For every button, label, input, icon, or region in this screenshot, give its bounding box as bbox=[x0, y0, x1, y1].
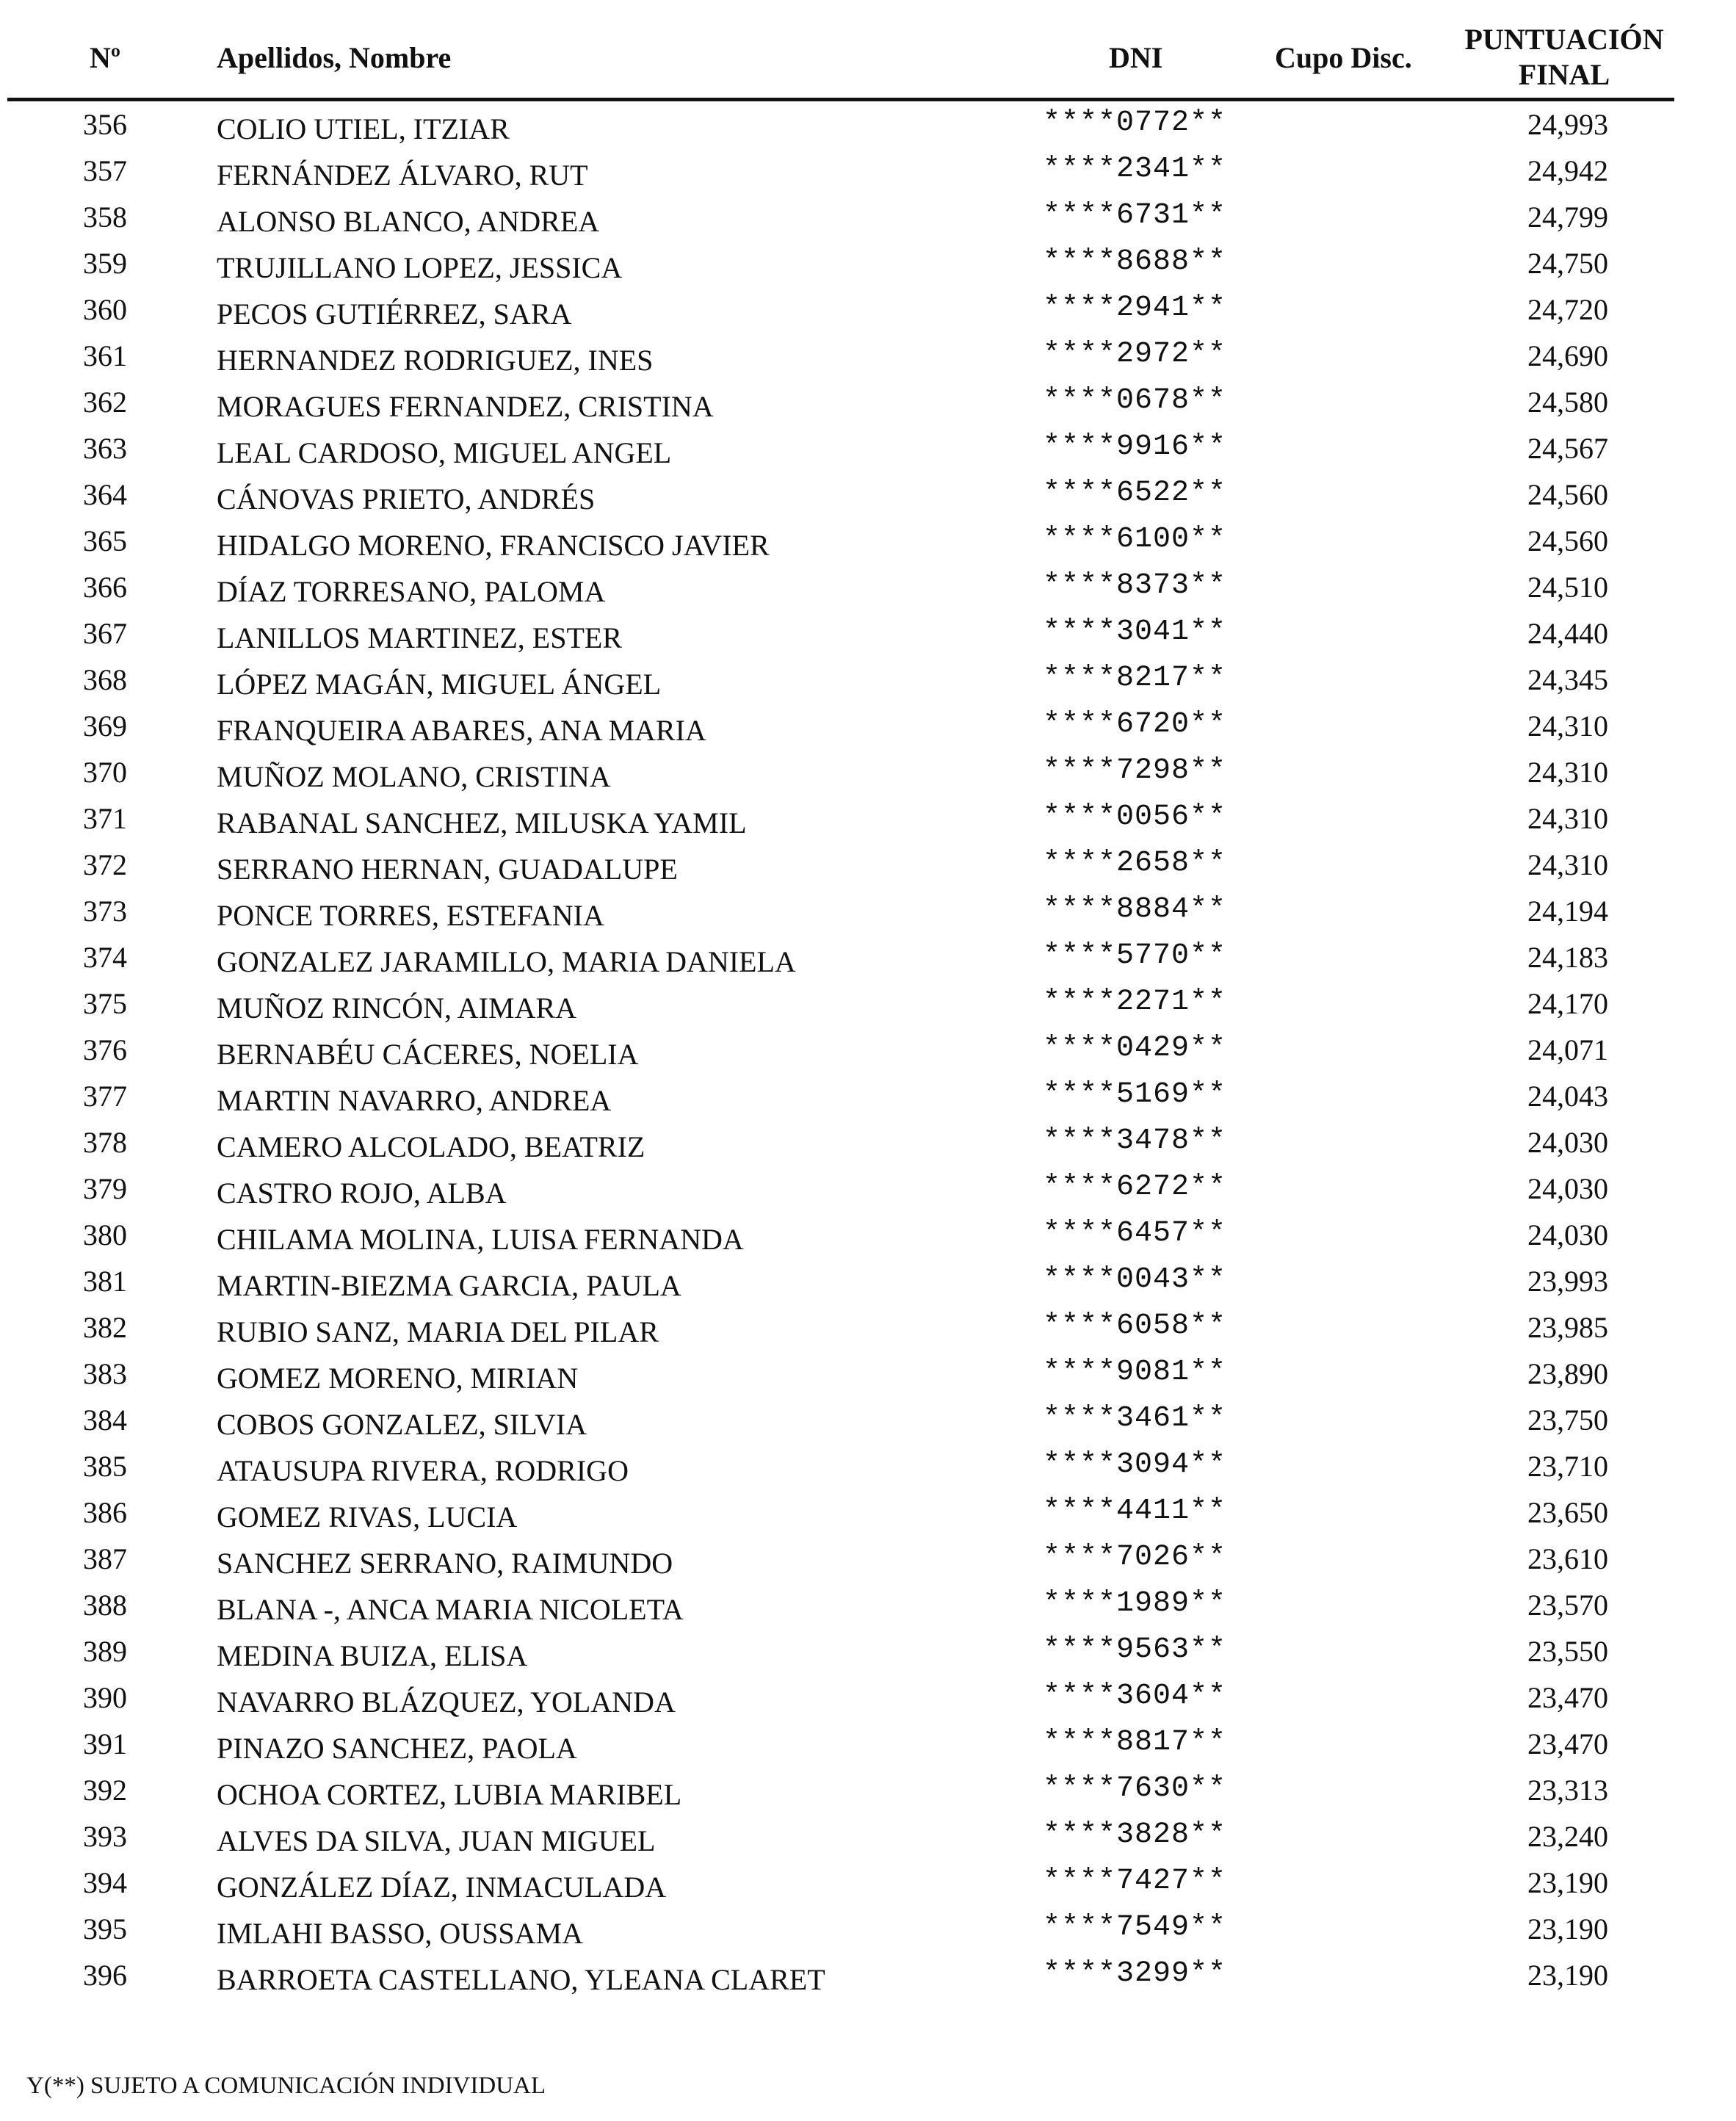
row-score: 24,560 bbox=[1527, 478, 1608, 511]
row-score: 24,942 bbox=[1527, 154, 1608, 187]
row-number: 373 bbox=[83, 895, 127, 928]
footnote: Y(**) SUJETO A COMUNICACIÓN INDIVIDUAL bbox=[26, 2073, 546, 2099]
row-name: HERNANDEZ RODRIGUEZ, INES bbox=[217, 344, 654, 377]
row-name: BARROETA CASTELLANO, YLEANA CLARET bbox=[217, 1963, 825, 1996]
row-name: GONZALEZ JARAMILLO, MARIA DANIELA bbox=[217, 945, 796, 978]
row-name: ATAUSUPA RIVERA, RODRIGO bbox=[217, 1454, 629, 1487]
row-score: 23,650 bbox=[1527, 1496, 1608, 1529]
row-score: 23,993 bbox=[1527, 1265, 1608, 1298]
row-number: 382 bbox=[83, 1311, 127, 1344]
row-number: 357 bbox=[83, 154, 127, 187]
row-dni: ****7026** bbox=[1043, 1541, 1227, 1574]
row-name: MUÑOZ RINCÓN, AIMARA bbox=[217, 991, 577, 1025]
row-name: PONCE TORRES, ESTEFANIA bbox=[217, 899, 604, 932]
row-name: HIDALGO MORENO, FRANCISCO JAVIER bbox=[217, 529, 770, 562]
row-score: 24,560 bbox=[1527, 524, 1608, 557]
row-score: 24,030 bbox=[1527, 1218, 1608, 1251]
row-number: 381 bbox=[83, 1265, 127, 1298]
row-score: 23,190 bbox=[1527, 1959, 1608, 1992]
table-row bbox=[0, 1448, 1736, 1495]
row-number: 394 bbox=[83, 1866, 127, 1899]
row-score: 24,043 bbox=[1527, 1080, 1608, 1113]
row-number: 366 bbox=[83, 571, 127, 604]
row-number: 383 bbox=[83, 1357, 127, 1390]
row-score: 24,170 bbox=[1527, 987, 1608, 1020]
table-row bbox=[0, 292, 1736, 338]
table-row bbox=[0, 1356, 1736, 1402]
row-number: 371 bbox=[83, 802, 127, 835]
table-row bbox=[0, 338, 1736, 384]
table-row bbox=[0, 477, 1736, 523]
row-number: 378 bbox=[83, 1126, 127, 1159]
table-row bbox=[0, 847, 1736, 893]
row-name: IMLAHI BASSO, OUSSAMA bbox=[217, 1917, 583, 1950]
row-dni: ****0772** bbox=[1043, 106, 1227, 140]
row-dni: ****0043** bbox=[1043, 1263, 1227, 1296]
row-number: 392 bbox=[83, 1774, 127, 1807]
row-score: 23,570 bbox=[1527, 1589, 1608, 1622]
header-cupo-disc: Cupo Disc. bbox=[1275, 41, 1412, 74]
header-puntuacion-line1: PUNTUACIÓN bbox=[1464, 23, 1664, 56]
row-name: COBOS GONZALEZ, SILVIA bbox=[217, 1408, 587, 1441]
row-dni: ****6100** bbox=[1043, 523, 1227, 556]
row-dni: ****5169** bbox=[1043, 1078, 1227, 1111]
row-score: 24,580 bbox=[1527, 386, 1608, 419]
row-number: 395 bbox=[83, 1912, 127, 1945]
table-row bbox=[0, 754, 1736, 801]
row-number: 369 bbox=[83, 709, 127, 742]
row-number: 376 bbox=[83, 1033, 127, 1066]
table-row bbox=[0, 1171, 1736, 1217]
table-row bbox=[0, 430, 1736, 477]
row-number: 358 bbox=[83, 200, 127, 234]
row-score: 23,470 bbox=[1527, 1727, 1608, 1760]
row-score: 24,440 bbox=[1527, 617, 1608, 650]
row-dni: ****6731** bbox=[1043, 199, 1227, 232]
row-score: 24,567 bbox=[1527, 432, 1608, 465]
table-row bbox=[0, 1911, 1736, 1957]
table-row bbox=[0, 1402, 1736, 1448]
row-score: 24,993 bbox=[1527, 108, 1608, 141]
row-name: OCHOA CORTEZ, LUBIA MARIBEL bbox=[217, 1778, 682, 1811]
row-dni: ****3461** bbox=[1043, 1402, 1227, 1435]
table-row bbox=[0, 1078, 1736, 1124]
row-dni: ****0056** bbox=[1043, 801, 1227, 834]
row-name: LÓPEZ MAGÁN, MIGUEL ÁNGEL bbox=[217, 668, 662, 701]
row-number: 388 bbox=[83, 1589, 127, 1622]
row-dni: ****8373** bbox=[1043, 569, 1227, 602]
table-row bbox=[0, 1217, 1736, 1263]
row-score: 23,610 bbox=[1527, 1542, 1608, 1575]
table-row bbox=[0, 1680, 1736, 1726]
row-dni: ****6457** bbox=[1043, 1217, 1227, 1250]
table-row bbox=[0, 986, 1736, 1032]
header-rule bbox=[7, 98, 1674, 101]
row-number: 356 bbox=[83, 108, 127, 141]
table-row bbox=[0, 1818, 1736, 1865]
table-row bbox=[0, 569, 1736, 615]
table-row bbox=[0, 199, 1736, 245]
row-number: 384 bbox=[83, 1403, 127, 1437]
table-row bbox=[0, 106, 1736, 153]
table-row bbox=[0, 1541, 1736, 1587]
row-name: SANCHEZ SERRANO, RAIMUNDO bbox=[217, 1547, 673, 1580]
table-row bbox=[0, 708, 1736, 754]
table-row bbox=[0, 1957, 1736, 2003]
header-puntuacion-line2: FINAL bbox=[1518, 58, 1610, 91]
row-score: 23,190 bbox=[1527, 1912, 1608, 1945]
row-dni: ****8217** bbox=[1043, 662, 1227, 695]
row-name: GOMEZ MORENO, MIRIAN bbox=[217, 1362, 579, 1395]
row-score: 23,240 bbox=[1527, 1820, 1608, 1853]
row-score: 23,750 bbox=[1527, 1403, 1608, 1437]
row-name: GOMEZ RIVAS, LUCIA bbox=[217, 1500, 518, 1533]
row-dni: ****5770** bbox=[1043, 939, 1227, 972]
row-number: 377 bbox=[83, 1080, 127, 1113]
row-dni: ****8884** bbox=[1043, 893, 1227, 926]
row-name: FRANQUEIRA ABARES, ANA MARIA bbox=[217, 714, 706, 747]
table-row bbox=[0, 1772, 1736, 1818]
row-dni: ****7549** bbox=[1043, 1911, 1227, 1944]
table-row bbox=[0, 153, 1736, 199]
row-dni: ****2658** bbox=[1043, 847, 1227, 880]
row-score: 24,310 bbox=[1527, 756, 1608, 789]
row-score: 24,720 bbox=[1527, 293, 1608, 326]
row-name: CÁNOVAS PRIETO, ANDRÉS bbox=[217, 483, 596, 516]
row-number: 367 bbox=[83, 617, 127, 650]
row-score: 24,194 bbox=[1527, 895, 1608, 928]
row-score: 24,750 bbox=[1527, 247, 1608, 280]
row-dni: ****6522** bbox=[1043, 477, 1227, 510]
row-score: 24,510 bbox=[1527, 571, 1608, 604]
row-score: 23,470 bbox=[1527, 1681, 1608, 1714]
row-score: 24,183 bbox=[1527, 941, 1608, 974]
row-number: 375 bbox=[83, 987, 127, 1020]
row-name: ALONSO BLANCO, ANDREA bbox=[217, 205, 600, 238]
row-dni: ****7427** bbox=[1043, 1865, 1227, 1898]
row-name: COLIO UTIEL, ITZIAR bbox=[217, 112, 510, 145]
row-dni: ****3828** bbox=[1043, 1818, 1227, 1851]
row-name: SERRANO HERNAN, GUADALUPE bbox=[217, 853, 678, 886]
row-number: 390 bbox=[83, 1681, 127, 1714]
table-row bbox=[0, 1309, 1736, 1356]
row-name: BERNABÉU CÁCERES, NOELIA bbox=[217, 1038, 639, 1071]
table-row bbox=[0, 1865, 1736, 1911]
row-name: FERNÁNDEZ ÁLVARO, RUT bbox=[217, 159, 588, 192]
table-row bbox=[0, 801, 1736, 847]
table-row bbox=[0, 939, 1736, 986]
row-score: 24,310 bbox=[1527, 802, 1608, 835]
row-number: 389 bbox=[83, 1635, 127, 1668]
row-score: 24,071 bbox=[1527, 1033, 1608, 1066]
row-number: 368 bbox=[83, 663, 127, 696]
table-row bbox=[0, 1633, 1736, 1680]
row-dni: ****4411** bbox=[1043, 1495, 1227, 1528]
row-score: 24,690 bbox=[1527, 339, 1608, 372]
row-dni: ****3604** bbox=[1043, 1680, 1227, 1713]
table-row bbox=[0, 245, 1736, 292]
table-row bbox=[0, 893, 1736, 939]
row-dni: ****8817** bbox=[1043, 1726, 1227, 1759]
row-number: 396 bbox=[83, 1959, 127, 1992]
row-number: 386 bbox=[83, 1496, 127, 1529]
row-dni: ****8688** bbox=[1043, 245, 1227, 278]
table-row bbox=[0, 1032, 1736, 1078]
row-number: 387 bbox=[83, 1542, 127, 1575]
row-number: 393 bbox=[83, 1820, 127, 1853]
row-number: 361 bbox=[83, 339, 127, 372]
header-puntuacion-final bbox=[1454, 22, 1674, 93]
row-dni: ****7630** bbox=[1043, 1772, 1227, 1805]
results-table bbox=[0, 106, 1736, 2003]
row-score: 23,710 bbox=[1527, 1450, 1608, 1483]
row-dni: ****0678** bbox=[1043, 384, 1227, 417]
row-score: 23,985 bbox=[1527, 1311, 1608, 1344]
table-row bbox=[0, 1726, 1736, 1772]
row-dni: ****9081** bbox=[1043, 1356, 1227, 1389]
header-no: Nº bbox=[90, 41, 121, 74]
row-number: 359 bbox=[83, 247, 127, 280]
row-number: 365 bbox=[83, 524, 127, 557]
row-number: 385 bbox=[83, 1450, 127, 1483]
row-name: RABANAL SANCHEZ, MILUSKA YAMIL bbox=[217, 806, 747, 839]
row-name: MORAGUES FERNANDEZ, CRISTINA bbox=[217, 390, 714, 423]
row-number: 391 bbox=[83, 1727, 127, 1760]
row-score: 24,310 bbox=[1527, 848, 1608, 881]
row-dni: ****3094** bbox=[1043, 1448, 1227, 1481]
row-dni: ****2941** bbox=[1043, 292, 1227, 325]
row-name: GONZÁLEZ DÍAZ, INMACULADA bbox=[217, 1871, 667, 1904]
row-dni: ****1989** bbox=[1043, 1587, 1227, 1620]
row-number: 370 bbox=[83, 756, 127, 789]
header-dni: DNI bbox=[1109, 41, 1163, 74]
table-row bbox=[0, 1495, 1736, 1541]
row-dni: ****3478** bbox=[1043, 1124, 1227, 1157]
row-dni: ****6720** bbox=[1043, 708, 1227, 741]
row-name: MARTIN-BIEZMA GARCIA, PAULA bbox=[217, 1269, 681, 1302]
row-number: 374 bbox=[83, 941, 127, 974]
row-score: 24,030 bbox=[1527, 1172, 1608, 1205]
row-number: 372 bbox=[83, 848, 127, 881]
table-row bbox=[0, 1587, 1736, 1633]
row-score: 23,313 bbox=[1527, 1774, 1608, 1807]
row-score: 24,310 bbox=[1527, 709, 1608, 742]
table-row bbox=[0, 384, 1736, 430]
row-dni: ****3041** bbox=[1043, 615, 1227, 648]
row-number: 364 bbox=[83, 478, 127, 511]
row-number: 362 bbox=[83, 386, 127, 419]
row-dni: ****3299** bbox=[1043, 1957, 1227, 1990]
row-name: BLANA -, ANCA MARIA NICOLETA bbox=[217, 1593, 684, 1626]
row-name: CHILAMA MOLINA, LUISA FERNANDA bbox=[217, 1223, 744, 1256]
table-row bbox=[0, 523, 1736, 569]
row-score: 23,190 bbox=[1527, 1866, 1608, 1899]
row-number: 363 bbox=[83, 432, 127, 465]
row-dni: ****2341** bbox=[1043, 153, 1227, 186]
row-name: MEDINA BUIZA, ELISA bbox=[217, 1639, 528, 1672]
row-number: 380 bbox=[83, 1218, 127, 1251]
row-dni: ****0429** bbox=[1043, 1032, 1227, 1065]
row-name: LANILLOS MARTINEZ, ESTER bbox=[217, 621, 622, 654]
table-row bbox=[0, 1263, 1736, 1309]
row-name: MUÑOZ MOLANO, CRISTINA bbox=[217, 760, 611, 793]
table-row bbox=[0, 615, 1736, 662]
row-number: 360 bbox=[83, 293, 127, 326]
row-dni: ****9916** bbox=[1043, 430, 1227, 463]
row-dni: ****7298** bbox=[1043, 754, 1227, 787]
row-name: MARTIN NAVARRO, ANDREA bbox=[217, 1084, 612, 1117]
row-name: CASTRO ROJO, ALBA bbox=[217, 1177, 507, 1210]
row-score: 24,030 bbox=[1527, 1126, 1608, 1159]
row-name: DÍAZ TORRESANO, PALOMA bbox=[217, 575, 606, 608]
row-score: 24,345 bbox=[1527, 663, 1608, 696]
row-dni: ****9563** bbox=[1043, 1633, 1227, 1666]
row-score: 23,890 bbox=[1527, 1357, 1608, 1390]
row-dni: ****2271** bbox=[1043, 986, 1227, 1019]
row-name: RUBIO SANZ, MARIA DEL PILAR bbox=[217, 1315, 659, 1348]
header-name: Apellidos, Nombre bbox=[217, 41, 452, 74]
row-dni: ****6058** bbox=[1043, 1309, 1227, 1343]
row-name: ALVES DA SILVA, JUAN MIGUEL bbox=[217, 1824, 656, 1857]
row-number: 379 bbox=[83, 1172, 127, 1205]
table-row bbox=[0, 1124, 1736, 1171]
row-name: PINAZO SANCHEZ, PAOLA bbox=[217, 1732, 577, 1765]
row-name: CAMERO ALCOLADO, BEATRIZ bbox=[217, 1130, 645, 1163]
row-score: 23,550 bbox=[1527, 1635, 1608, 1668]
row-name: PECOS GUTIÉRREZ, SARA bbox=[217, 297, 572, 330]
row-name: TRUJILLANO LOPEZ, JESSICA bbox=[217, 251, 623, 284]
row-score: 24,799 bbox=[1527, 200, 1608, 234]
row-dni: ****2972** bbox=[1043, 338, 1227, 371]
table-row bbox=[0, 662, 1736, 708]
row-name: NAVARRO BLÁZQUEZ, YOLANDA bbox=[217, 1685, 676, 1719]
row-name: LEAL CARDOSO, MIGUEL ANGEL bbox=[217, 436, 672, 469]
row-dni: ****6272** bbox=[1043, 1171, 1227, 1204]
